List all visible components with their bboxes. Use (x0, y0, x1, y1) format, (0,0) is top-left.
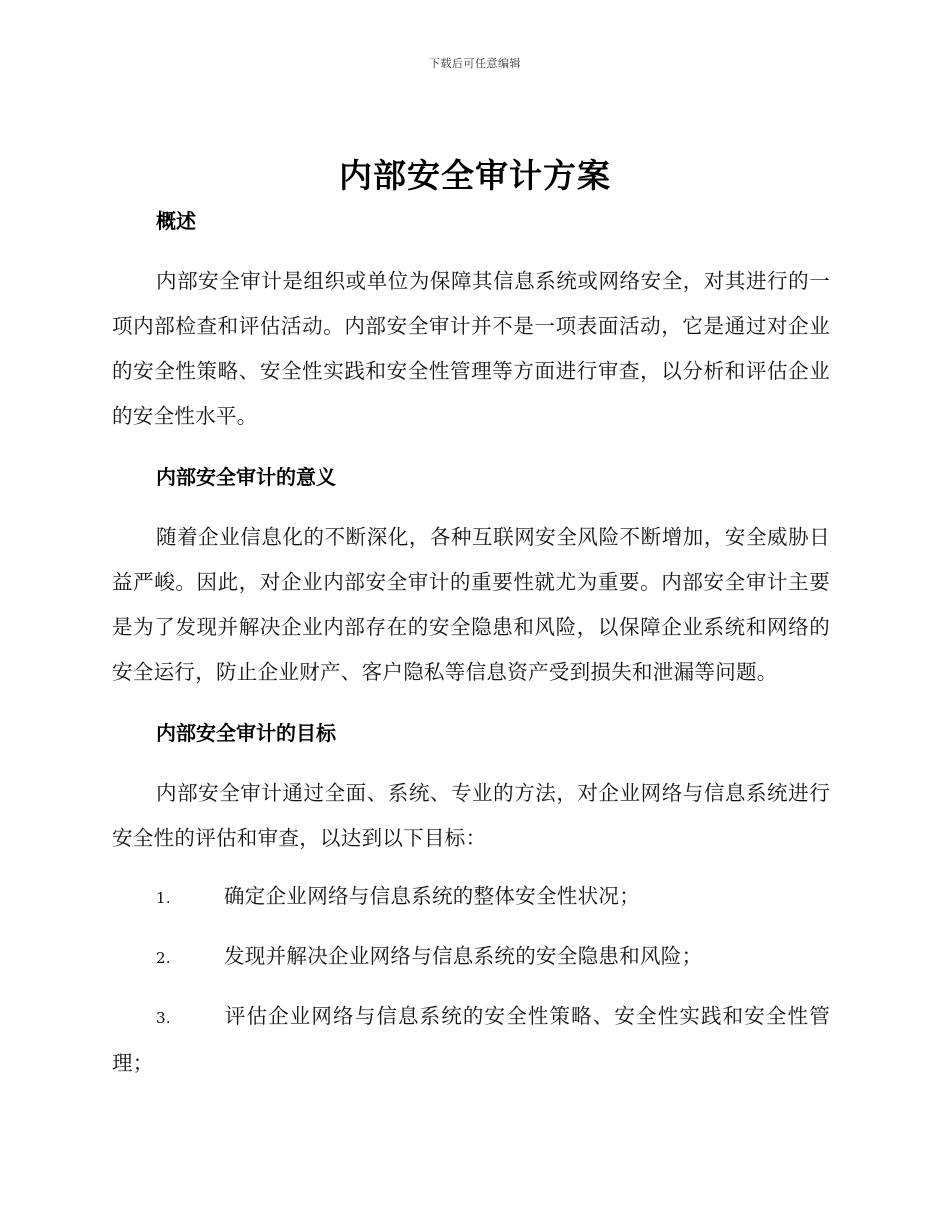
list-item-text: 确定企业网络与信息系统的整体安全性状况； (224, 884, 640, 908)
document-body (112, 203, 830, 1086)
section-heading-significance: 内部安全审计的意义 (156, 465, 336, 489)
paragraph-significance: 随着企业信息化的不断深化，各种互联网安全风险不断增加，安全威胁日益严峻。因此，对企业内部安全审计的重要性就尤为重要。内部安全审计主要是为了发现并解决企业内部存在的安全隐患和风险，以保障企业系统和网络的安全运行，防止企业财产、客户隐私等信息资产受到损失和泄漏等问题。 (112, 525, 830, 684)
list-item (112, 874, 830, 921)
list-item-text: 发现并解决企业网络与信息系统的安全隐患和风险； (224, 944, 703, 968)
header-note: 下载后可任意编辑 (429, 57, 521, 70)
list-item-number: 2. (156, 949, 171, 967)
list-item (112, 994, 830, 1086)
list-item-number: 1. (156, 889, 171, 907)
list-item-text: 评估企业网络与信息系统的安全性策略、安全性实践和安全性管理； (112, 1004, 830, 1075)
paragraph-overview: 内部安全审计是组织或单位为保障其信息系统或网络安全，对其进行的一项内部检查和评估活动。内部安全审计并不是一项表面活动，它是通过对企业的安全性策略、安全性实践和安全性管理等方面进行审查，以分析和评估企业的安全性水平。 (112, 269, 830, 428)
section-heading-overview: 概述 (156, 209, 196, 233)
paragraph-goals: 内部安全审计通过全面、系统、专业的方法，对企业网络与信息系统进行安全性的评估和审查，以达到以下目标： (112, 781, 830, 850)
list-item (112, 934, 830, 981)
goals-list (112, 874, 830, 1086)
list-item-number: 3. (156, 1009, 171, 1027)
section-heading-goals: 内部安全审计的目标 (156, 721, 336, 745)
document-title: 内部安全审计方案 (339, 156, 611, 195)
